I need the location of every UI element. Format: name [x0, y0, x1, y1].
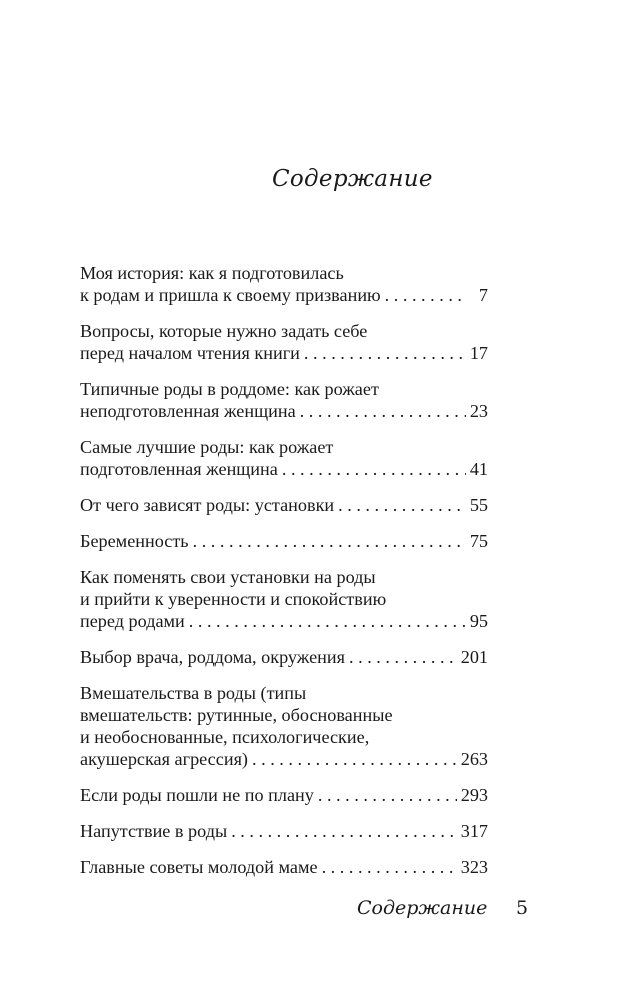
toc-page-number: 317	[460, 821, 488, 841]
toc-entry[interactable]	[80, 784, 488, 806]
toc-entry-last-line	[80, 646, 488, 668]
toc-entry-line: Моя история: как я подготовилась	[80, 263, 344, 283]
page-title: Содержание	[272, 166, 433, 192]
toc-entry-line: Самые лучшие роды: как рожает	[80, 437, 334, 457]
toc-entry-last-line	[80, 748, 488, 770]
table-of-contents	[80, 262, 488, 892]
toc-entry-last-line	[80, 458, 488, 480]
toc-entry-line: к родам и пришла к своему призванию	[80, 285, 381, 305]
dot-leader	[193, 530, 466, 552]
toc-entry-last-line	[80, 342, 488, 364]
toc-entry[interactable]	[80, 494, 488, 516]
dot-leader	[231, 820, 457, 842]
toc-entry-line: Вопросы, которые нужно задать себе	[80, 321, 368, 341]
toc-entry-line: перед родами	[80, 611, 185, 631]
toc-page-number: 323	[460, 857, 488, 877]
toc-entry-line: акушерская агрессия)	[80, 749, 248, 769]
toc-entry[interactable]	[80, 566, 488, 632]
dot-leader	[252, 748, 457, 770]
toc-page-number: 23	[469, 401, 488, 421]
toc-entry-line: вмешательств: рутинные, обоснованные	[80, 705, 393, 725]
running-footer-title: Содержание	[357, 897, 488, 919]
dot-leader	[189, 610, 466, 632]
toc-entry-line: Если роды пошли не по плану	[80, 785, 314, 805]
toc-page-number: 263	[460, 749, 488, 769]
footer-page-number: 5	[516, 897, 529, 919]
toc-entry-line: и прийти к уверенности и спокойствию	[80, 589, 387, 609]
toc-entry-last-line	[80, 494, 488, 516]
dot-leader	[385, 284, 466, 306]
toc-entry[interactable]	[80, 436, 488, 480]
toc-entry-last-line	[80, 530, 488, 552]
toc-page-number: 17	[469, 343, 488, 363]
toc-entry[interactable]	[80, 646, 488, 668]
toc-entry-line: Напутствие в роды	[80, 821, 228, 841]
toc-entry-line: Беременность	[80, 531, 189, 551]
toc-page-number: 41	[469, 459, 488, 479]
toc-entry[interactable]	[80, 320, 488, 364]
dot-leader	[349, 646, 457, 668]
dot-leader	[338, 494, 466, 516]
toc-entry-line: неподготовленная женщина	[80, 401, 296, 421]
toc-entry[interactable]	[80, 262, 488, 306]
toc-entry-last-line	[80, 784, 488, 806]
toc-entry-last-line	[80, 820, 488, 842]
toc-entry-line: Как поменять свои установки на роды	[80, 567, 376, 587]
toc-entry-last-line	[80, 856, 488, 878]
toc-entry-line: Вмешательства в роды (типы	[80, 683, 307, 703]
toc-entry-line: и необоснованные, психологические,	[80, 727, 370, 747]
toc-entry[interactable]	[80, 856, 488, 878]
toc-page-number: 293	[460, 785, 488, 805]
toc-entry-last-line	[80, 284, 488, 306]
dot-leader	[300, 400, 466, 422]
toc-entry-line: Типичные роды в роддоме: как рожает	[80, 379, 379, 399]
toc-page-number: 95	[469, 611, 488, 631]
dot-leader	[322, 856, 457, 878]
dot-leader	[304, 342, 466, 364]
toc-entry-last-line	[80, 610, 488, 632]
toc-entry-line: перед началом чтения книги	[80, 343, 300, 363]
toc-entry[interactable]	[80, 378, 488, 422]
toc-entry-line: Главные советы молодой маме	[80, 857, 318, 877]
toc-page-number: 7	[478, 285, 488, 305]
toc-page-number: 75	[469, 531, 488, 551]
toc-page-number: 55	[469, 495, 488, 515]
toc-entry-last-line	[80, 400, 488, 422]
toc-entry-line: подготовленная женщина	[80, 459, 278, 479]
toc-entry-line: Выбор врача, роддома, окружения	[80, 647, 346, 667]
toc-page-number: 201	[460, 647, 488, 667]
dot-leader	[318, 784, 457, 806]
dot-leader	[282, 458, 466, 480]
toc-entry-line: От чего зависят роды: установки	[80, 495, 335, 515]
toc-entry[interactable]	[80, 530, 488, 552]
toc-entry[interactable]	[80, 682, 488, 770]
toc-entry[interactable]	[80, 820, 488, 842]
